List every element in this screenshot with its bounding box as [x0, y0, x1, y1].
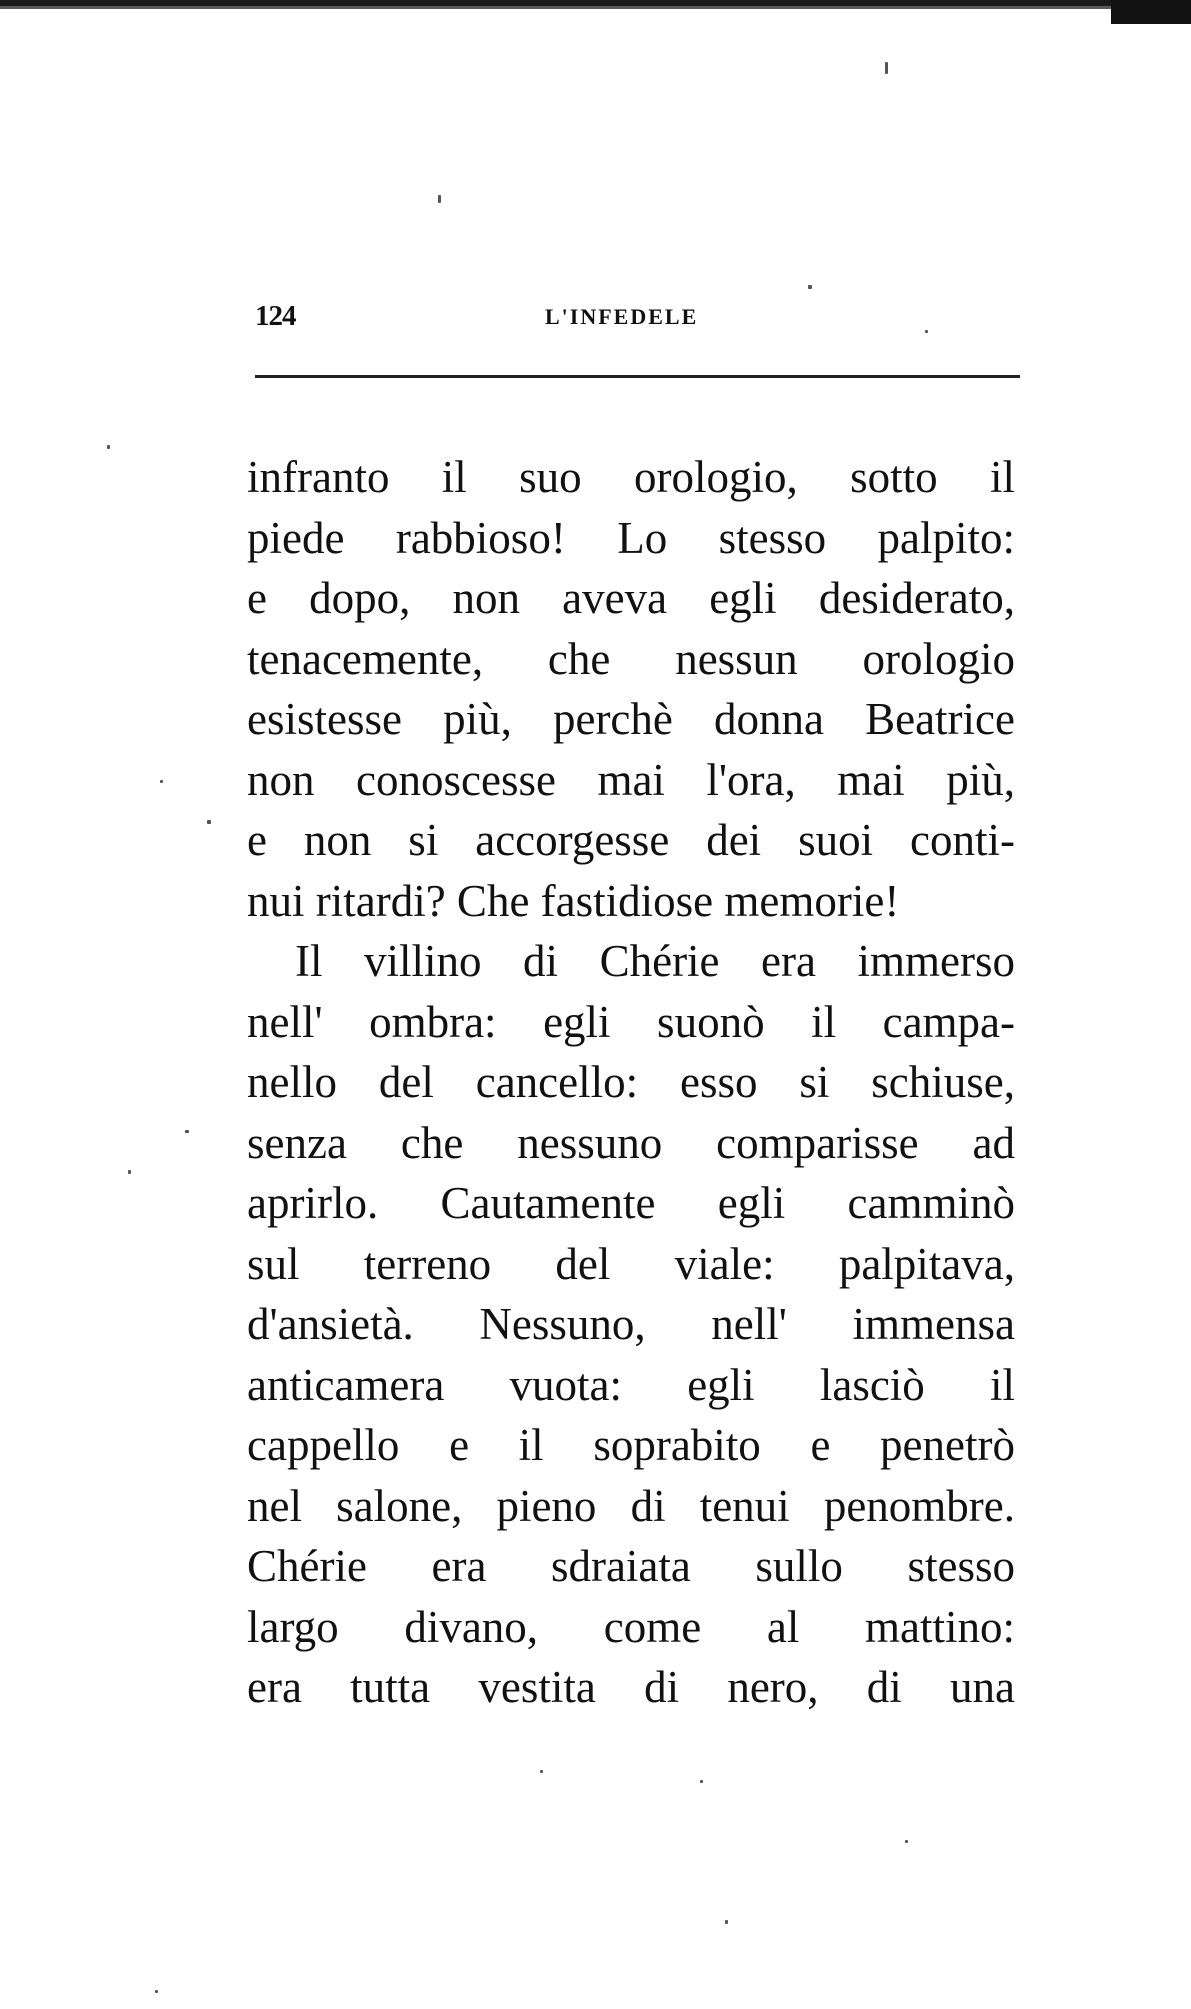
scan-speck [540, 1770, 543, 1773]
scan-speck [725, 1920, 728, 1924]
scan-speck [128, 1170, 131, 1174]
text-line: cappello e il soprabito e penetrò [247, 1420, 1015, 1470]
text-line: nello del cancello: esso si schiuse, [247, 1057, 1015, 1107]
text-line: largo divano, come al mattino: [247, 1601, 1015, 1652]
text-line: Chérie era sdraiata sullo stesso [247, 1541, 1015, 1591]
scan-speck [107, 445, 110, 449]
text-line: non conoscesse mai l'ora, mai più, [247, 754, 1015, 805]
text-line: anticamera vuota: egli lasciò il [247, 1359, 1015, 1410]
running-title: L'INFEDELE [545, 304, 699, 329]
scan-speck [207, 820, 211, 824]
scan-speck [438, 195, 441, 203]
scan-speck [185, 1130, 189, 1133]
scan-speck [905, 1840, 908, 1843]
scan-speck [808, 285, 812, 289]
text-line: infranto il suo orologio, sotto il [247, 452, 1015, 502]
page-corner-shadow [1111, 0, 1191, 24]
text-line: sul terreno del viale: palpitava, [247, 1238, 1015, 1289]
body-text [247, 447, 1015, 1718]
text-line: nui ritardi? Che fastidiose memorie! [247, 875, 900, 926]
text-line: e dopo, non aveva egli desiderato, [247, 573, 1015, 623]
page-top-edge [0, 0, 1191, 22]
paragraph-start-line: Il villino di Chérie era immerso [295, 936, 1015, 986]
text-line: esistesse più, perchè donna Beatrice [247, 694, 1015, 744]
text-line: d'ansietà. Nessuno, nell' immensa [247, 1299, 1015, 1349]
text-line: aprirlo. Cautamente egli camminò [247, 1178, 1015, 1228]
header-rule [255, 375, 1020, 378]
text-line: piede rabbioso! Lo stesso palpito: [247, 512, 1015, 563]
text-line: nel salone, pieno di tenui penombre. [247, 1480, 1015, 1531]
text-line: senza che nessuno comparisse ad [247, 1117, 1015, 1168]
text-line: era tutta vestita di nero, di una [247, 1662, 1015, 1712]
page-number: 124 [255, 300, 296, 332]
text-line: nell' ombra: egli suonò il campa- [247, 996, 1015, 1047]
scan-speck [925, 330, 928, 333]
scan-speck [700, 1780, 703, 1783]
text-line: e non si accorgesse dei suoi conti- [247, 815, 1015, 865]
text-line: tenacemente, che nessun orologio [247, 633, 1015, 684]
scan-speck [885, 62, 888, 74]
scan-speck [155, 1990, 158, 1993]
running-head [255, 300, 1020, 340]
scan-speck [160, 780, 163, 783]
